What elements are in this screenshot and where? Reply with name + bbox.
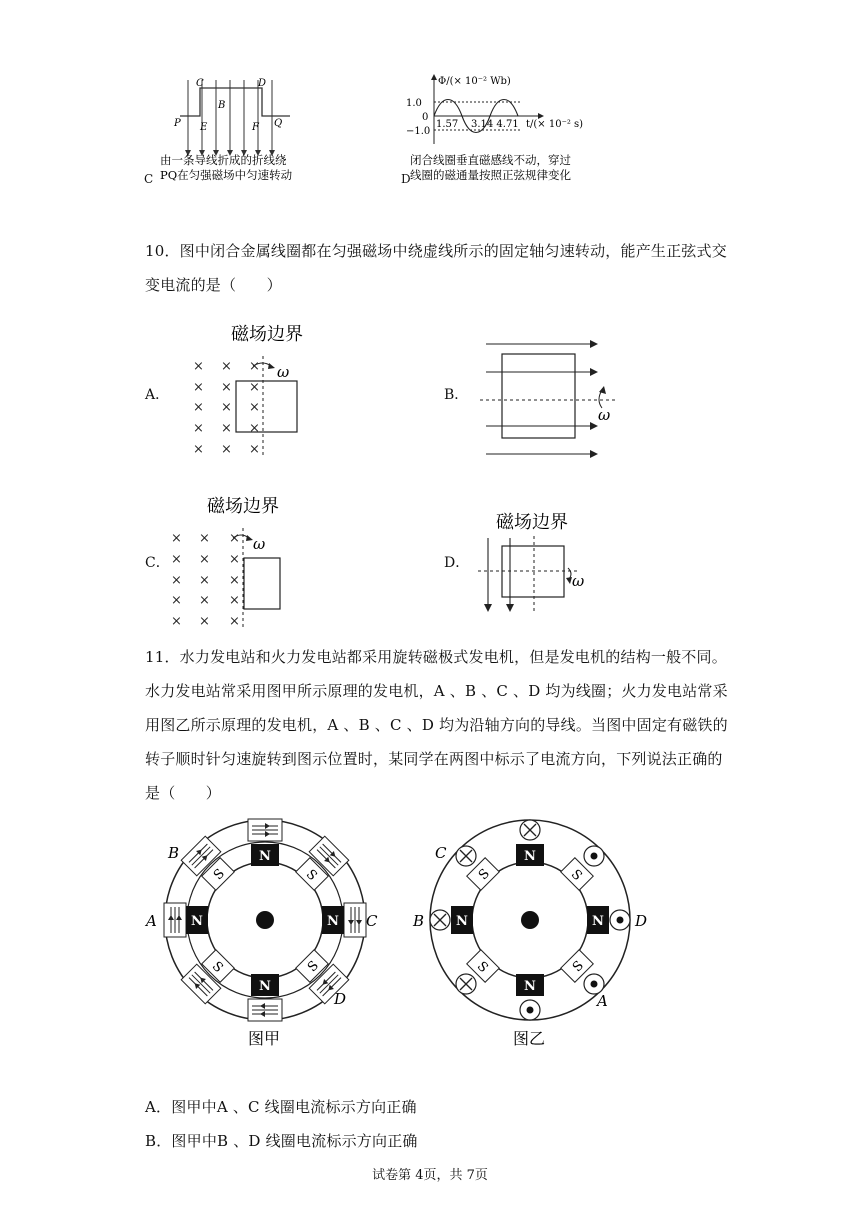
tick-y-0: 0 (422, 112, 429, 123)
svg-text:ω: ω (277, 363, 290, 381)
tick-y-neg1: −1.0 (406, 126, 431, 137)
label-e: E (200, 122, 208, 133)
caption-line-2: PQ在匀强磁场中匀速转动 (160, 168, 293, 182)
svg-text:×: × (229, 573, 240, 588)
q10-option-d-label[interactable]: D． (444, 555, 470, 571)
svg-text:S: S (208, 958, 226, 976)
q11-options (145, 1090, 745, 1158)
svg-text:×: × (171, 593, 182, 608)
svg-text:×: × (199, 593, 210, 608)
label-c: C (196, 78, 204, 89)
svg-text:D: D (635, 912, 648, 930)
svg-text:×: × (249, 442, 260, 457)
q10-option-c-label[interactable]: C． (145, 555, 170, 571)
option-letter-c: C (144, 172, 154, 186)
magnetic-boundary-title: 磁场边界 (496, 512, 568, 533)
svg-text:N: N (327, 914, 339, 929)
folded-wire-diagram (140, 72, 340, 192)
svg-text:×: × (221, 421, 232, 436)
svg-text:C: C (435, 844, 447, 862)
q10-line-2: 变电流的是（ ） (145, 276, 282, 294)
svg-text:B: B (168, 844, 180, 862)
figure-option-d (400, 72, 610, 192)
svg-text:S: S (567, 866, 585, 884)
svg-text:×: × (171, 614, 182, 629)
svg-text:S: S (210, 866, 228, 884)
option-letter-d: D (401, 172, 411, 186)
q11-line-4: 转子顺时针匀速旋转到图示位置时，某同学在两图中标示了电流方向，下列说法正确的 (145, 750, 723, 768)
svg-text:×: × (199, 552, 210, 567)
svg-text:×: × (199, 531, 210, 546)
q10-option-a-label[interactable]: A． (145, 387, 170, 403)
svg-text:×: × (193, 380, 204, 395)
svg-text:C: C (366, 912, 378, 930)
svg-text:×: × (171, 573, 182, 588)
svg-text:×: × (221, 442, 232, 457)
q10-option-b-figure (480, 334, 640, 464)
q11-line-1: 11．水力发电站和火力发电站都采用旋转磁极式发电机，但是发电机的结构一般不同。 (145, 648, 727, 666)
figure-option-c (140, 72, 340, 192)
axis-x-label: t/(× 10⁻² s) (526, 119, 584, 130)
q10-option-b-label[interactable]: B． (444, 387, 469, 403)
label-b: B (218, 100, 226, 111)
svg-text:×: × (229, 552, 240, 567)
flux-sine-graph (400, 72, 610, 192)
magnetic-boundary-title: 磁场边界 (207, 496, 279, 517)
svg-text:ω: ω (253, 535, 266, 553)
caption-line-1: 由一条导线折成的折线绕 (160, 153, 287, 167)
generator-figure-yi (405, 812, 665, 1052)
svg-text:N: N (524, 849, 536, 864)
question-11-text (145, 640, 765, 810)
svg-text:×: × (249, 400, 260, 415)
svg-text:×: × (193, 359, 204, 374)
svg-text:×: × (171, 552, 182, 567)
q11-option-b[interactable]: B．图甲中B 、D 线圈电流标示方向正确 (145, 1132, 418, 1150)
svg-text:N: N (592, 914, 604, 929)
svg-text:×: × (249, 421, 260, 436)
svg-text:×: × (171, 531, 182, 546)
q10-option-a-figure (185, 320, 325, 460)
svg-text:×: × (221, 400, 232, 415)
question-10-text (145, 234, 745, 302)
svg-text:N: N (259, 979, 271, 994)
svg-text:×: × (193, 442, 204, 457)
svg-text:N: N (524, 979, 536, 994)
svg-text:×: × (249, 359, 260, 374)
q11-line-3: 用图乙所示原理的发电机，A 、B 、C 、D 均为沿轴方向的导线。当图中固定有磁铁的 (145, 716, 728, 734)
caption-line-1: 闭合线圈垂直磁感线不动，穿过 (410, 153, 571, 167)
q10-option-c-figure (165, 492, 305, 632)
svg-text:×: × (199, 573, 210, 588)
q10-option-d-figure (470, 508, 620, 628)
svg-text:ω: ω (598, 406, 611, 424)
label-p: P (174, 118, 181, 129)
svg-text:S: S (475, 866, 493, 884)
figure-caption: 图甲 (248, 1029, 281, 1048)
svg-text:×: × (229, 531, 240, 546)
svg-text:A: A (146, 912, 157, 930)
svg-text:S: S (304, 958, 322, 976)
q10-line-1: 10．图中闭合金属线圈都在匀强磁场中绕虚线所示的固定轴匀速转动，能产生正弦式交 (145, 242, 727, 260)
svg-text:N: N (259, 849, 271, 864)
tick-x-labels: 1.57 3.14 4.71 (436, 119, 519, 130)
label-q: Q (274, 118, 283, 129)
svg-text:×: × (221, 359, 232, 374)
svg-text:ω: ω (572, 572, 585, 590)
svg-text:×: × (249, 380, 260, 395)
label-f: F (252, 122, 259, 133)
q11-line-2: 水力发电站常采用图甲所示原理的发电机，A 、B 、C 、D 均为线圈；火力发电站常采 (145, 682, 728, 700)
svg-text:B: B (413, 912, 425, 930)
svg-text:×: × (199, 614, 210, 629)
magnetic-boundary-title: 磁场边界 (231, 324, 303, 345)
svg-text:×: × (229, 614, 240, 629)
label-d: D (258, 78, 267, 89)
axis-y-label: Φ/(× 10⁻² Wb) (438, 76, 511, 87)
svg-text:×: × (229, 593, 240, 608)
svg-text:A: A (597, 992, 608, 1010)
q11-line-5: 是（ ） (145, 784, 222, 802)
svg-text:S: S (302, 866, 320, 884)
svg-text:S: S (569, 958, 587, 976)
caption-line-2: 线圈的磁通量按照正弦规律变化 (410, 168, 571, 182)
svg-text:×: × (221, 380, 232, 395)
q11-option-a[interactable]: A．图甲中A 、C 线圈电流标示方向正确 (145, 1098, 417, 1116)
figure-caption: 图乙 (513, 1029, 546, 1048)
svg-text:×: × (193, 400, 204, 415)
page-footer: 试卷第 4页，共 7页 (372, 1168, 488, 1183)
svg-text:N: N (191, 914, 203, 929)
svg-text:×: × (193, 421, 204, 436)
generator-figure-jia (140, 812, 400, 1052)
tick-y-1: 1.0 (406, 98, 422, 109)
svg-text:S: S (473, 958, 491, 976)
svg-text:D: D (334, 990, 347, 1008)
svg-text:N: N (456, 914, 468, 929)
